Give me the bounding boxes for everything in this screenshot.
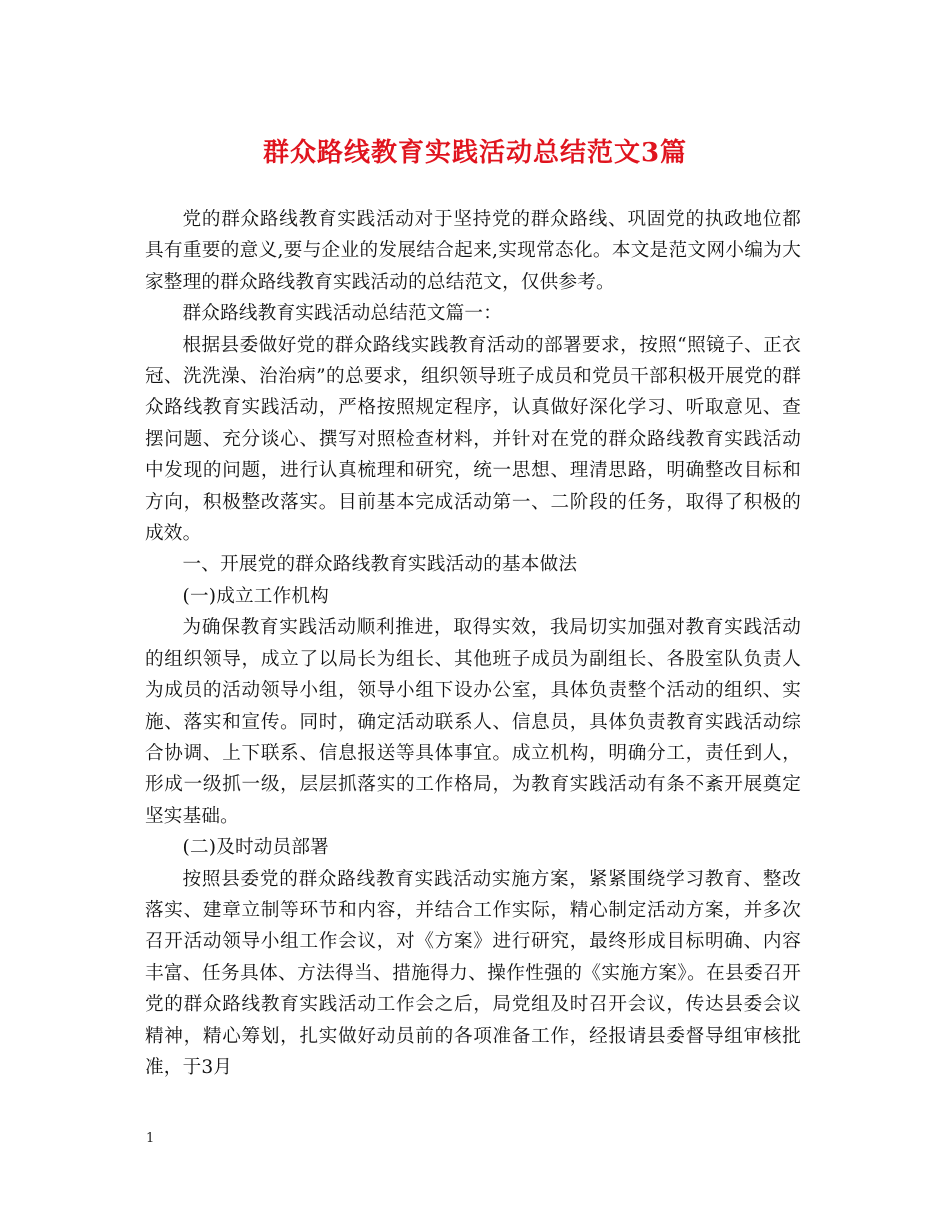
document-title: 群众路线教育实践活动总结范文3篇	[262, 138, 688, 168]
body-paragraph: 根据县委做好党的群众路线实践教育活动的部署要求，按照“照镜子、正衣冠、洗洗澡、治治病”的总要求，组织领导班子成员和党员干部积极开展党的群众路线教育实践活动，严格按照规定程序，认真做好深化学习、听取意见、查摆问题、充分谈心、撰写对照检查材料，并针对在党的群众路线教育实践活动中发现的问题，进行认真梳理和研究，统一思想、理清思路，明确整改目标和方向，积极整改落实。目前基本完成活动第一、二阶段的任务，取得了积极的成效。	[145, 334, 801, 545]
subheading-mobilization: (二)及时动员部署	[182, 837, 329, 859]
document-body	[145, 204, 801, 1083]
body-paragraph: 按照县委党的群众路线教育实践活动实施方案，紧紧围绕学习教育、整改落实、建章立制等环节和内容，并结合工作实际，精心制定活动方案，并多次召开活动领导小组工作会议，对《方案》进行研究，最终形成目标明确、内容丰富、任务具体、方法得当、措施得力、操作性强的《实施方案》。在县委召开党的群众路线教育实践活动工作会之后，局党组及时召开会议，传达县委会议精神，精心筹划，扎实做好动员前的各项准备工作，经报请县委督导组审核批准，于3月	[145, 868, 801, 1078]
section-heading-basic-practice: 一、开展党的群众路线教育实践活动的基本做法	[182, 554, 578, 576]
page-number: 1	[146, 1131, 155, 1146]
subheading-establish-organization: (一)成立工作机构	[182, 585, 329, 607]
body-paragraph: 为确保教育实践活动顺利推进，取得实效，我局切实加强对教育实践活动的组织领导，成立了以局长为组长、其他班子成员为副组长、各股室队负责人为成员的活动领导小组，领导小组下设办公室，具体负责整个活动的组织、实施、落实和宣传。同时，确定活动联系人、信息员，具体负责教育实践活动综合协调、上下联系、信息报送等具体事宜。成立机构，明确分工，责任到人，形成一级抓一级，层层抓落实的工作格局，为教育实践活动有条不紊开展奠定坚实基础。	[145, 617, 801, 827]
intro-paragraph: 党的群众路线教育实践活动对于坚持党的群众路线、巩固党的执政地位都具有重要的意义,要与企业的发展结合起来,实现常态化。本文是范文网小编为大家整理的群众路线教育实践活动的总结范文，仅供参考。	[145, 209, 801, 293]
section-heading-part-one: 群众路线教育实践活动总结范文篇一：	[182, 303, 502, 325]
